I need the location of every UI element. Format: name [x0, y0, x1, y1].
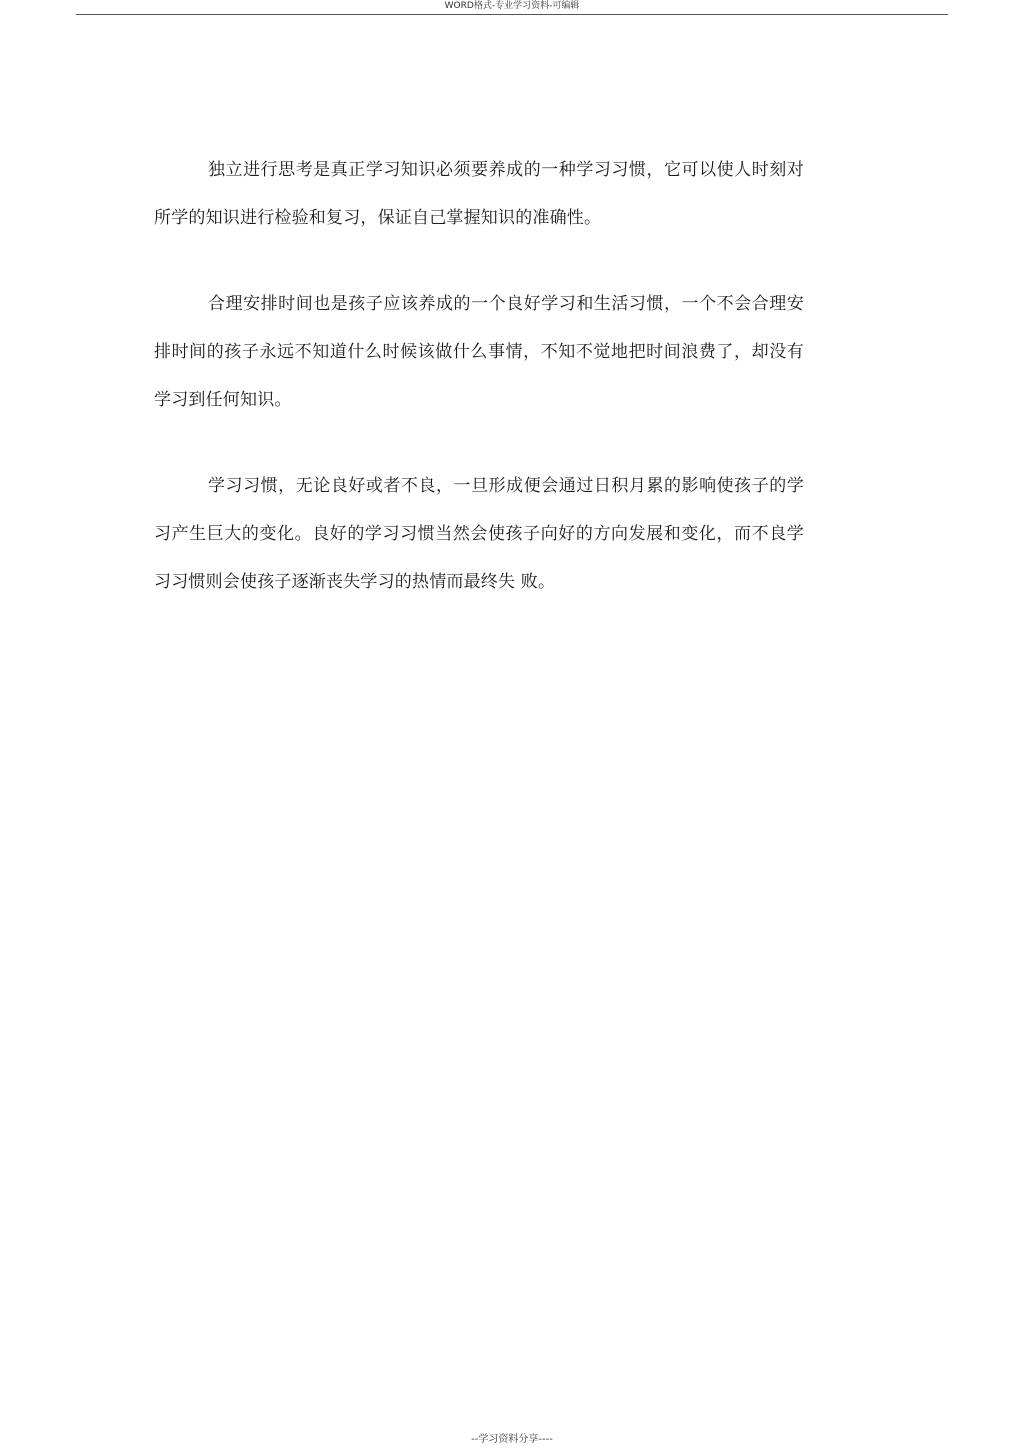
- footer-text: --学习资料分享----: [471, 1434, 553, 1445]
- page-footer: [0, 1433, 1024, 1447]
- header-text: WORD格式-专业学习资料-可编辑: [444, 1, 580, 11]
- page-header: [76, 0, 948, 15]
- document-body: [154, 146, 804, 644]
- paragraph-time-management: 合理安排时间也是孩子应该养成的一个良好学习和生活习惯，一个不会合理安排时间的孩子永远不知道什么时候该做什么事情，不知不觉地把时间浪费了，却没有学习到任何知识。: [154, 294, 804, 410]
- paragraph-study-habits: 学习习惯，无论良好或者不良，一旦形成便会通过日积月累的影响使孩子的学习产生巨大的变化。良好的学习习惯当然会使孩子向好的方向发展和变化，而不良学习习惯则会使孩子逐渐丧失学习的热情而最终失 败。: [154, 476, 804, 592]
- paragraph-independent-thinking: 独立进行思考是真正学习知识必须要养成的一种学习习惯，它可以使人时刻对所学的知识进行检验和复习，保证自己掌握知识的准确性。: [154, 160, 804, 228]
